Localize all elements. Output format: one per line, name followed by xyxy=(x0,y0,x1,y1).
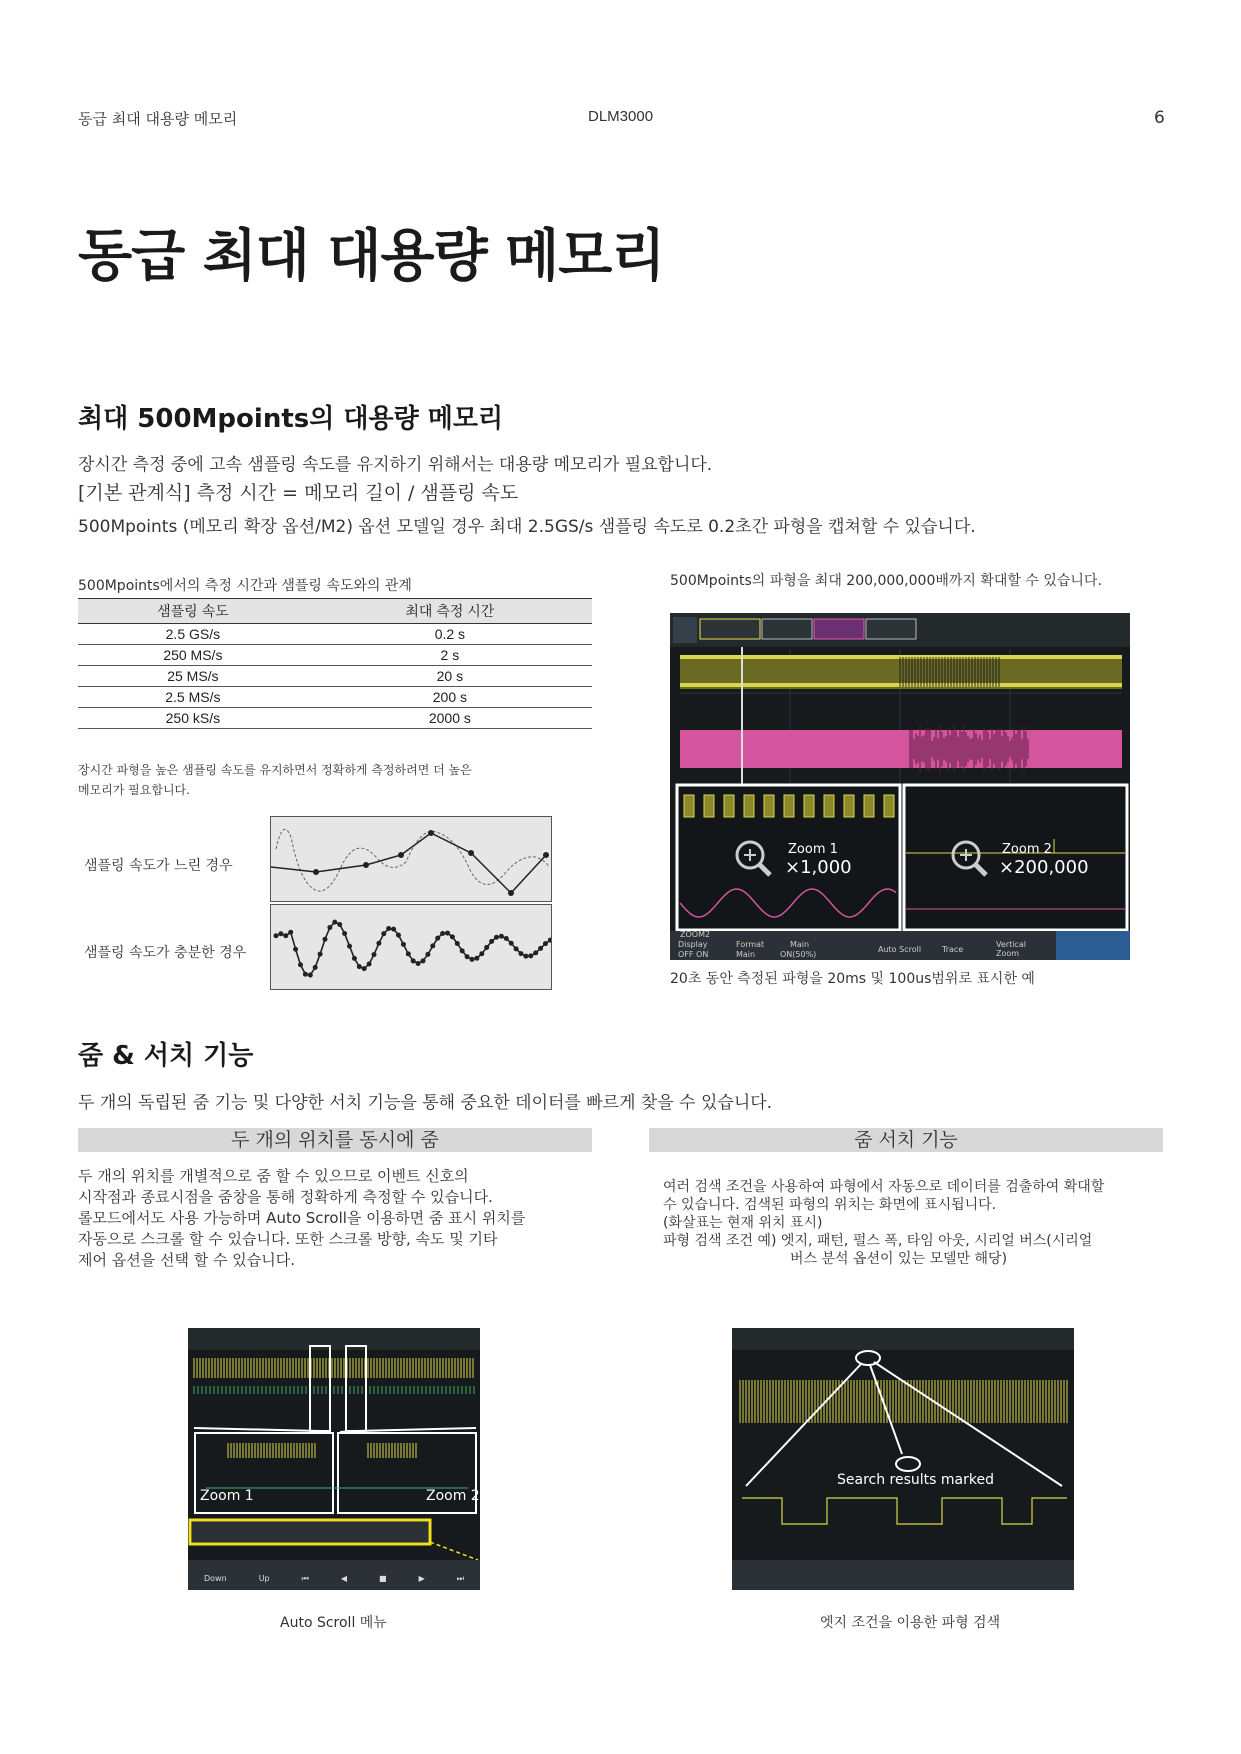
fast-sampling-label: 샘플링 속도가 충분한 경우 xyxy=(84,945,247,961)
table-header-rate: 샘플링 속도 xyxy=(78,599,308,624)
autoscroll-menu xyxy=(188,1574,480,1584)
dual-zoom-line: 시작점과 종료시점을 줌창을 통해 정확하게 측정할 수 있습니다. xyxy=(78,1188,493,1206)
scope-menu-format[interactable]: Format xyxy=(736,940,765,949)
search-caption: 엣지 조건을 이용한 파형 검색 xyxy=(820,1615,1001,1631)
skip-back-icon[interactable]: ⏮ xyxy=(301,1574,309,1583)
table-row: 250 kS/s 2000 s xyxy=(78,708,592,729)
dual-zoom-line: 롤모드에서도 사용 가능하며 Auto Scroll을 이용하면 줌 표시 위치를 xyxy=(78,1209,526,1227)
autoscroll-screen xyxy=(188,1328,480,1590)
oscilloscope-screen xyxy=(670,613,1130,960)
table-row: 2.5 MS/s 200 s xyxy=(78,687,592,708)
scope-menu-display-value: OFF ON xyxy=(678,950,709,959)
section1-line-1: 장시간 측정 중에 고속 샘플링 속도를 유지하기 위해서는 대용량 메모리가 필요합니다. xyxy=(78,455,713,475)
left-zoom1-label: Zoom 1 xyxy=(200,1488,254,1504)
note-line-1: 장시간 파형을 높은 샘플링 속도를 유지하면서 정확하게 측정하려면 더 높은 xyxy=(78,763,472,777)
section2-heading: 줌 & 서치 기능 xyxy=(78,1041,254,1071)
table-caption: 500Mpoints에서의 측정 시간과 샘플링 속도와의 관계 xyxy=(78,578,412,594)
search-line: (화살표는 현재 위치 표시) xyxy=(663,1215,823,1231)
zoom2-label: Zoom 2 xyxy=(1002,842,1052,857)
stop-icon[interactable]: ■ xyxy=(379,1574,387,1583)
scope-menu-main-value: ON(50%) xyxy=(780,950,817,959)
scope-caption: 20초 동안 측정된 파형을 20ms 및 100us범위로 표시한 예 xyxy=(670,971,1035,987)
scope-menu-display[interactable]: Display xyxy=(678,940,708,949)
play-forward-icon[interactable]: ▶ xyxy=(418,1574,425,1583)
zoom2-factor: ×200,000 xyxy=(999,857,1089,878)
note-line-2: 메모리가 필요합니다. xyxy=(78,783,190,797)
search-results-label: Search results marked xyxy=(837,1472,994,1488)
scope-menu-trace[interactable]: Trace xyxy=(942,945,964,954)
play-back-icon[interactable]: ◀ xyxy=(340,1574,348,1583)
slow-sampling-label: 샘플링 속도가 느린 경우 xyxy=(84,858,233,874)
scope-menu-vertical-zoom[interactable]: Vertical Zoom xyxy=(996,940,1026,958)
section1-line-2: [기본 관계식] 측정 시간 = 메모리 길이 / 샘플링 속도 xyxy=(78,482,519,504)
zoom1-factor: ×1,000 xyxy=(785,857,852,878)
dual-zoom-bar: 두 개의 위치를 동시에 줌 xyxy=(78,1128,592,1152)
zoom-search-bar: 줌 서치 기능 xyxy=(649,1128,1163,1152)
table-row: 250 MS/s 2 s xyxy=(78,645,592,666)
search-screen xyxy=(732,1328,1074,1590)
zoom1-label: Zoom 1 xyxy=(788,842,838,857)
scroll-up-button[interactable]: Up xyxy=(258,1574,270,1583)
search-line: 버스 분석 옵션이 있는 모델만 해당) xyxy=(790,1251,1008,1267)
dual-zoom-line: 두 개의 위치를 개별적으로 줌 할 수 있으므로 이벤트 신호의 xyxy=(78,1167,469,1185)
search-line: 파형 검색 조건 예) 엣지, 패턴, 펄스 폭, 타임 아웃, 시리얼 버스(시리얼 xyxy=(663,1233,1093,1249)
page-number: 6 xyxy=(1154,108,1165,128)
skip-forward-icon[interactable]: ⏭ xyxy=(456,1574,464,1583)
search-line: 수 있습니다. 검색된 파형의 위치는 화면에 표시됩니다. xyxy=(663,1197,997,1213)
table-row: 25 MS/s 20 s xyxy=(78,666,592,687)
header-model: DLM3000 xyxy=(588,108,654,125)
scope-menu-main[interactable]: Main xyxy=(790,940,810,949)
scope-menu-format-value: Main xyxy=(736,950,756,959)
table-row: 2.5 GS/s 0.2 s xyxy=(78,624,592,645)
zoom-caption: 500Mpoints의 파형을 최대 200,000,000배까지 확대할 수 있습니다. xyxy=(670,573,1102,589)
scope-menu-autoscroll[interactable]: Auto Scroll xyxy=(878,945,922,954)
zoom-tag: ZOOM2 xyxy=(680,930,711,939)
left-zoom2-label: Zoom 2 xyxy=(426,1488,480,1504)
section1-heading: 최대 500Mpoints의 대용량 메모리 xyxy=(78,404,504,434)
section2-intro: 두 개의 독립된 줌 기능 및 다양한 서치 기능을 통해 중요한 데이터를 빠르게 찾을 수 있습니다. xyxy=(78,1093,773,1113)
section1-line-3: 500Mpoints (메모리 확장 옵션/M2) 옵션 모델일 경우 최대 2.5GS/s 샘플링 속도로 0.2초간 파형을 캡쳐할 수 있습니다. xyxy=(78,517,976,537)
header-section-title: 동급 최대 대용량 메모리 xyxy=(78,110,238,128)
slow-sampling-diagram xyxy=(270,816,552,902)
page-title: 동급 최대 대용량 메모리 xyxy=(78,224,665,289)
fast-sampling-diagram xyxy=(270,904,552,990)
dual-zoom-line: 자동으로 스크롤 할 수 있습니다. 또한 스크롤 방향, 속도 및 기타 xyxy=(78,1230,498,1248)
autoscroll-caption: Auto Scroll 메뉴 xyxy=(280,1615,387,1631)
sampling-table xyxy=(78,598,592,729)
scroll-down-button[interactable]: Down xyxy=(204,1574,227,1583)
table-header-time: 최대 측정 시간 xyxy=(308,599,592,624)
search-line: 여러 검색 조건을 사용하여 파형에서 자동으로 데이터를 검출하여 확대할 xyxy=(663,1179,1105,1195)
dual-zoom-line: 제어 옵션을 선택 할 수 있습니다. xyxy=(78,1251,295,1269)
